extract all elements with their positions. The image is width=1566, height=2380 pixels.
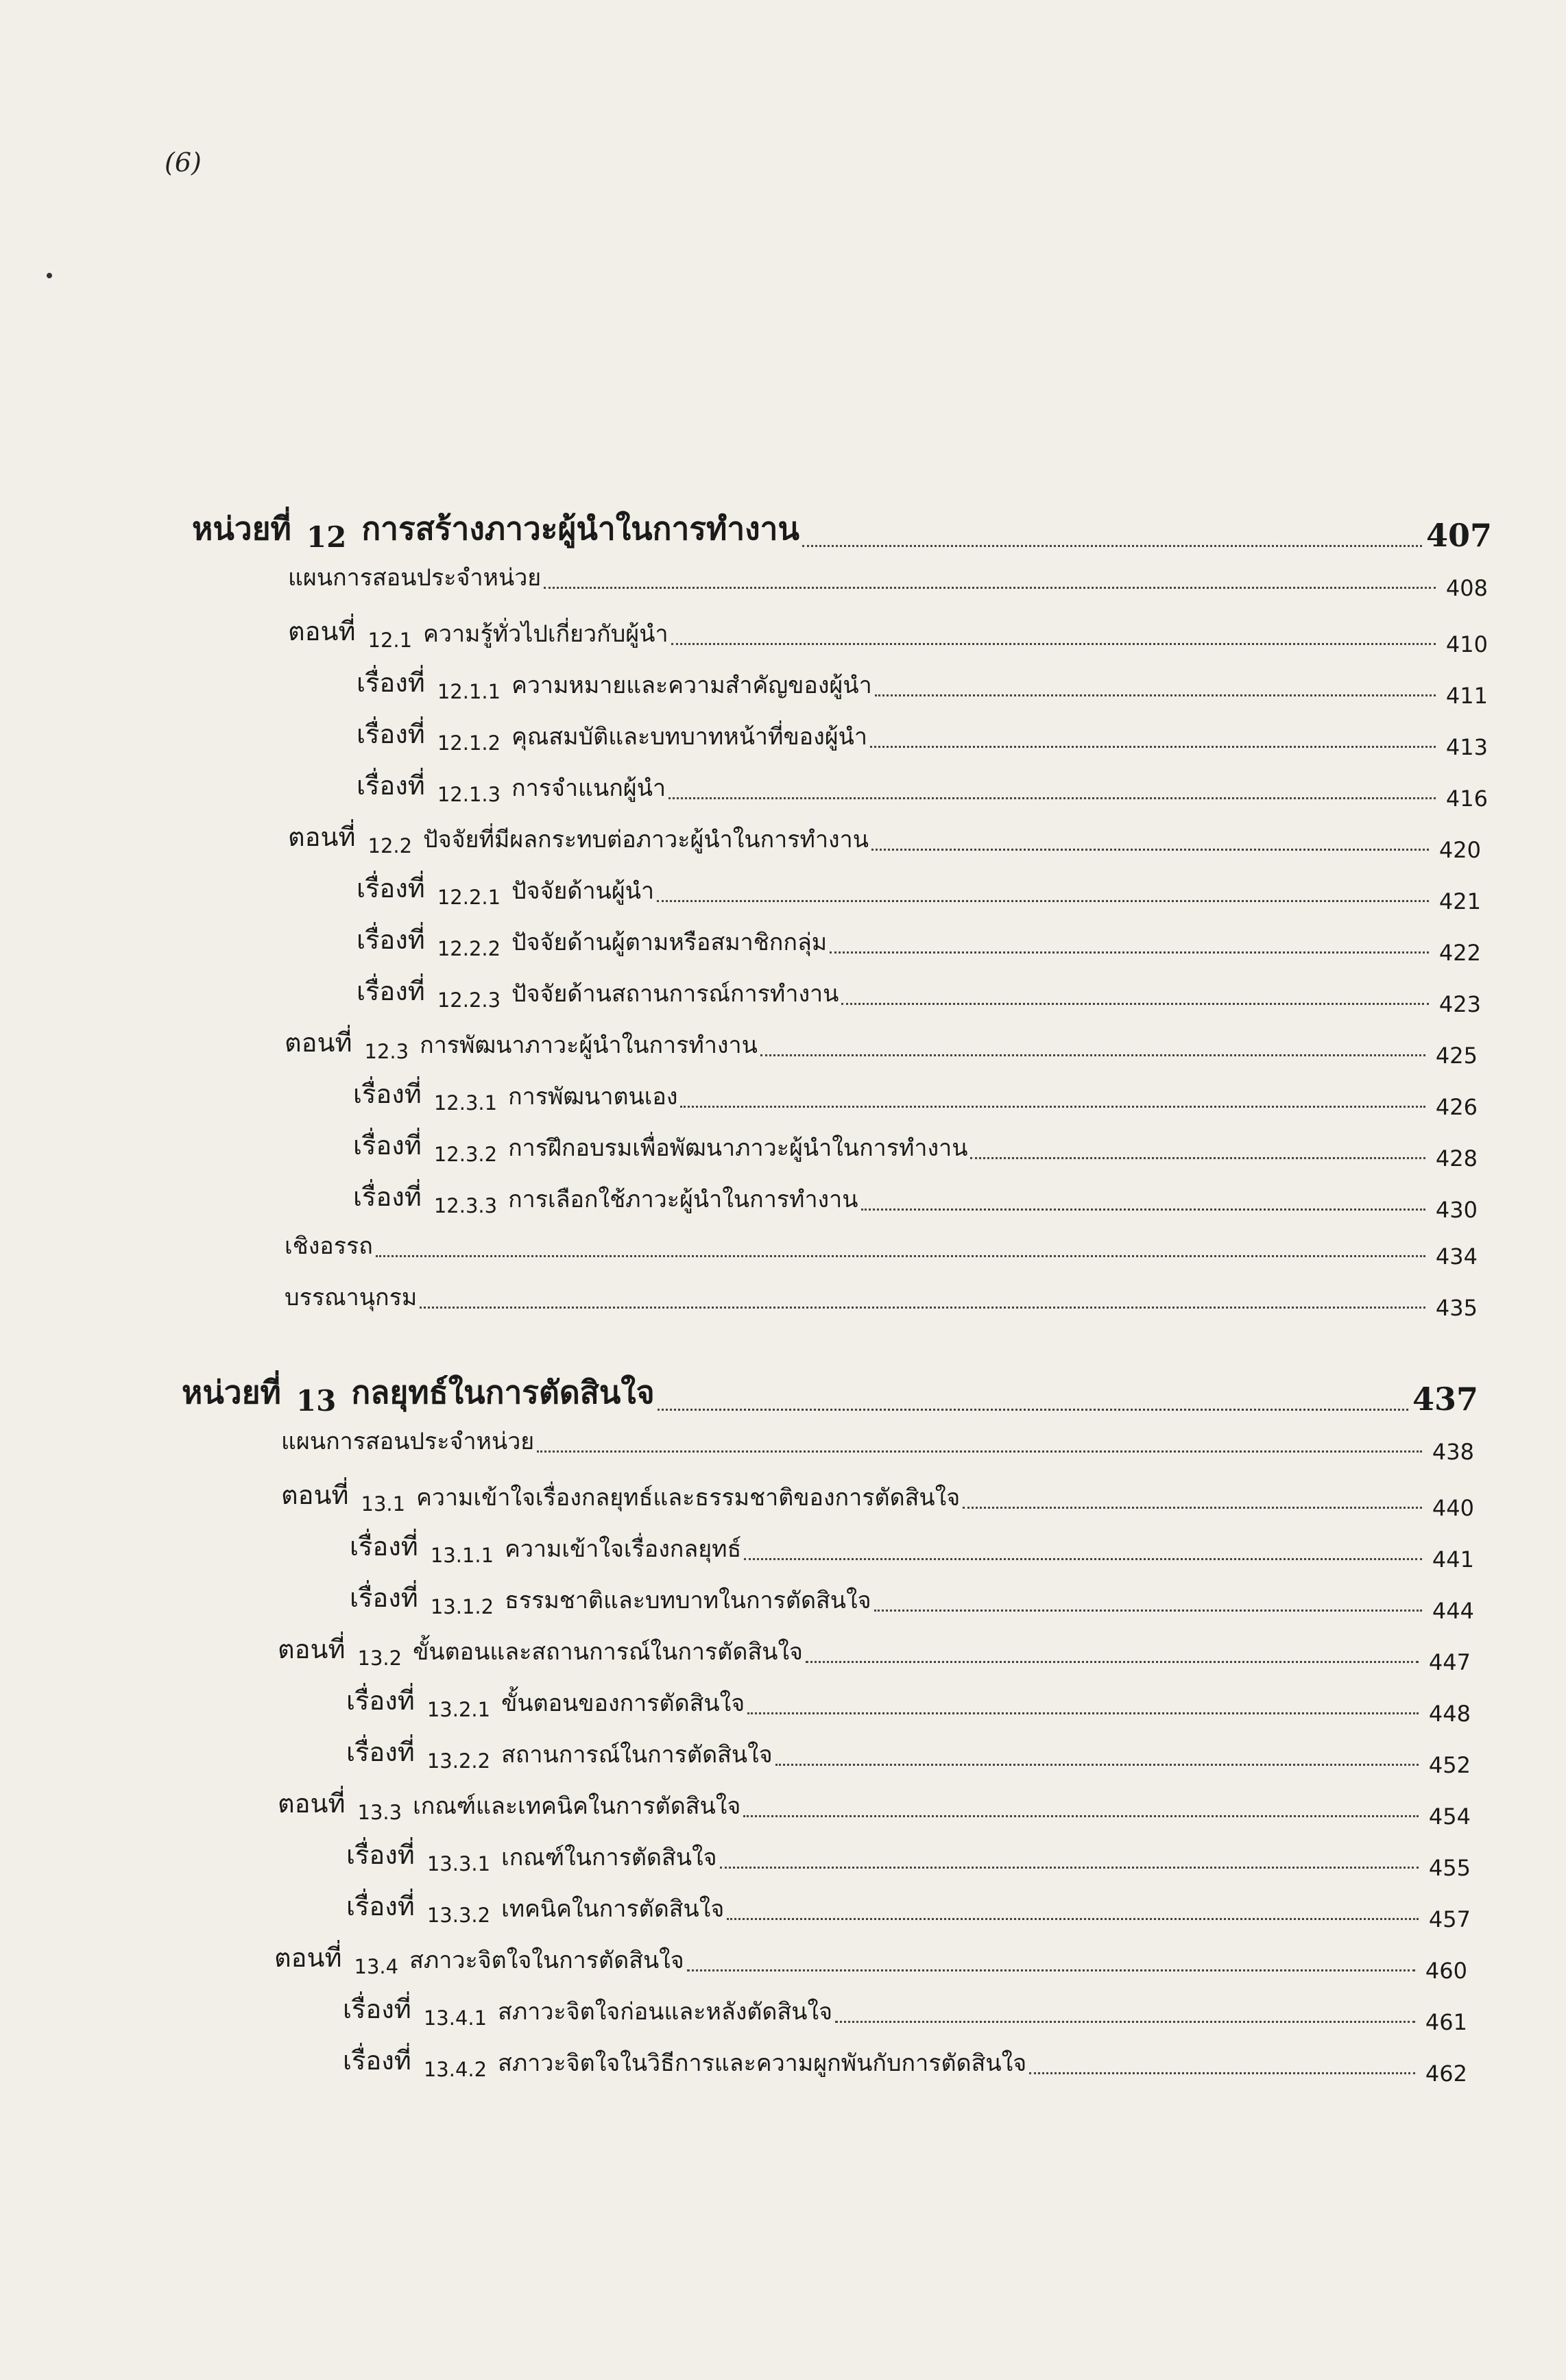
toc-topic-entry <box>343 1988 1467 2035</box>
entry-number: 12.1.1 <box>437 680 501 703</box>
entry-keyword: เรื่องที่ <box>357 770 425 801</box>
entry-title: สภาวะจิตใจในวิธีการและความผูกพันกับการตัดสินใจ <box>498 2050 1027 2077</box>
toc-section-entry <box>278 1628 1471 1675</box>
toc-topic-entry <box>343 2039 1467 2087</box>
dot-leader <box>760 1054 1425 1056</box>
dot-leader <box>802 545 1422 547</box>
entry-keyword: ตอนที่ <box>281 1480 349 1510</box>
entry-number: 13.4.1 <box>423 2006 487 2030</box>
toc-topic-entry <box>357 867 1481 914</box>
dot-leader <box>963 1507 1422 1509</box>
entry-title: แผนการสอนประจำหน่วย <box>288 564 542 592</box>
dot-leader <box>875 694 1436 696</box>
toc-topic-entry <box>357 919 1481 966</box>
entry-number: 13.1 <box>361 1492 406 1516</box>
entry-title: การพัฒนาภาวะผู้นำในการทำงาน <box>420 1032 758 1059</box>
dot-leader <box>1029 2072 1415 2074</box>
dot-leader <box>747 1712 1419 1714</box>
dot-leader <box>743 1815 1419 1817</box>
entry-keyword: เรื่องที่ <box>350 1583 418 1613</box>
entry-title: การฝึกอบรมเพื่อพัฒนาภาวะผู้นำในการทำงาน <box>508 1134 968 1162</box>
entry-number: 13.1.1 <box>430 1544 494 1567</box>
entry-page-number: 438 <box>1432 1439 1474 1465</box>
toc-topic-entry <box>353 1176 1478 1223</box>
entry-page-number: 460 <box>1425 1958 1467 1984</box>
toc-topic-entry <box>346 1731 1471 1778</box>
toc-section-entry <box>285 1021 1478 1069</box>
toc-topic-entry <box>346 1679 1471 1727</box>
dot-leader <box>871 849 1429 851</box>
unit-title: กลยุทธ์ในการตัดสินใจ <box>351 1374 655 1411</box>
unit-title: การสร้างภาวะผู้นำในการทำงาน <box>361 510 799 547</box>
entry-title: แผนการสอนประจำหน่วย <box>281 1428 535 1455</box>
dot-leader <box>727 1918 1419 1920</box>
entry-page-number: 434 <box>1435 1243 1478 1270</box>
entry-keyword: เรื่องที่ <box>357 668 425 698</box>
entry-keyword: ตอนที่ <box>278 1788 346 1819</box>
entry-title: เชิงอรรถ <box>285 1232 373 1260</box>
entry-number: 12.1.2 <box>437 731 501 755</box>
dot-leader <box>870 746 1436 748</box>
toc-topic-entry <box>357 713 1488 760</box>
toc-topic-entry <box>353 1124 1478 1171</box>
entry-number: 13.3.2 <box>426 1904 491 1927</box>
entry-number: 12.3.1 <box>433 1091 498 1115</box>
entry-keyword: เรื่องที่ <box>357 925 425 955</box>
entry-page-number: 462 <box>1425 2061 1467 2087</box>
entry-keyword: เรื่องที่ <box>346 1891 415 1921</box>
entry-title: เทคนิคในการตัดสินใจ <box>501 1895 725 1923</box>
entry-keyword: เรื่องที่ <box>357 976 425 1006</box>
toc-topic-entry <box>357 764 1488 812</box>
entry-page-number: 441 <box>1432 1546 1474 1572</box>
entry-page-number: 428 <box>1435 1145 1478 1171</box>
toc-topic-entry <box>346 1885 1471 1932</box>
entry-keyword: เรื่องที่ <box>353 1182 422 1212</box>
entry-number: 13.1.2 <box>430 1595 494 1618</box>
entry-number: 13.4 <box>354 1955 399 1978</box>
entry-title: ขั้นตอนและสถานการณ์ในการตัดสินใจ <box>413 1638 803 1666</box>
entry-title: การจำแนกผู้นำ <box>511 775 666 802</box>
dot-leader <box>537 1450 1422 1453</box>
entry-page-number: 440 <box>1432 1495 1474 1521</box>
entry-keyword: เรื่องที่ <box>346 1840 415 1870</box>
dot-leader <box>420 1307 1425 1309</box>
entry-keyword: ตอนที่ <box>288 616 356 646</box>
toc-topic-entry <box>353 1073 1478 1120</box>
paper-speck <box>47 273 52 278</box>
entry-title: คุณสมบัติและบทบาทหน้าที่ของผู้นำ <box>511 723 867 751</box>
entry-number: 13.3.1 <box>426 1852 491 1875</box>
dot-leader <box>970 1157 1425 1159</box>
entry-keyword: ตอนที่ <box>285 1028 352 1058</box>
entry-page-number: 455 <box>1428 1855 1471 1881</box>
dot-leader <box>806 1661 1419 1663</box>
entry-number: 12.1 <box>368 629 413 652</box>
toc-entry <box>285 1227 1478 1270</box>
page-number: (6) <box>165 147 202 178</box>
unit-page-number: 407 <box>1426 517 1493 554</box>
entry-keyword: เรื่องที่ <box>346 1686 415 1716</box>
entry-keyword: เรื่องที่ <box>343 1994 411 2024</box>
dot-leader <box>657 900 1429 902</box>
entry-number: 12.3.2 <box>433 1143 498 1166</box>
dot-leader <box>668 797 1436 799</box>
entry-keyword: ตอนที่ <box>288 822 356 852</box>
entry-title: ปัจจัยด้านผู้ตามหรือสมาชิกกลุ่ม <box>511 929 828 956</box>
entry-page-number: 411 <box>1445 683 1488 709</box>
entry-page-number: 413 <box>1445 734 1488 760</box>
toc-topic-entry <box>350 1525 1474 1572</box>
entry-number: 12.3.3 <box>433 1194 498 1217</box>
unit-page-number: 437 <box>1412 1381 1479 1418</box>
dot-leader <box>544 587 1436 589</box>
toc-entry <box>281 1422 1474 1465</box>
entry-page-number: 457 <box>1428 1906 1471 1932</box>
entry-keyword: เรื่องที่ <box>353 1079 422 1109</box>
entry-title: ความเข้าใจเรื่องกลยุทธ์ <box>505 1535 742 1563</box>
unit-number: 12 <box>306 520 347 554</box>
toc-topic-entry <box>357 661 1488 709</box>
entry-title: ความเข้าใจเรื่องกลยุทธ์และธรรมชาติของการตัดสินใจ <box>416 1484 961 1511</box>
entry-page-number: 461 <box>1425 2009 1467 2035</box>
entry-page-number: 452 <box>1428 1752 1471 1778</box>
dot-leader <box>671 643 1436 645</box>
dot-leader <box>874 1610 1422 1612</box>
entry-title: ปัจจัยด้านสถานการณ์การทำงาน <box>511 980 839 1008</box>
entry-title: ขั้นตอนของการตัดสินใจ <box>501 1690 745 1717</box>
dot-leader <box>744 1558 1422 1560</box>
entry-page-number: 430 <box>1435 1197 1478 1223</box>
entry-page-number: 435 <box>1435 1295 1478 1321</box>
entry-title: สภาวะจิตใจในการตัดสินใจ <box>409 1947 684 1974</box>
entry-number: 13.4.2 <box>423 2058 487 2081</box>
entry-title: ความรู้ทั่วไปเกี่ยวกับผู้นำ <box>423 620 668 648</box>
dot-leader <box>687 1969 1415 1971</box>
entry-title: เกณฑ์ในการตัดสินใจ <box>501 1844 717 1871</box>
entry-number: 12.3 <box>364 1040 409 1063</box>
entry-page-number: 421 <box>1438 888 1481 914</box>
dot-leader <box>830 951 1429 954</box>
entry-number: 12.2.3 <box>437 988 501 1012</box>
entry-page-number: 416 <box>1445 786 1488 812</box>
entry-page-number: 423 <box>1438 991 1481 1017</box>
entry-keyword: เรื่องที่ <box>343 2045 411 2076</box>
entry-title: สภาวะจิตใจก่อนและหลังตัดสินใจ <box>498 1998 832 2026</box>
entry-number: 12.2.1 <box>437 886 501 909</box>
entry-page-number: 425 <box>1435 1043 1478 1069</box>
entry-keyword: ตอนที่ <box>274 1943 342 1973</box>
entry-page-number: 426 <box>1435 1094 1478 1120</box>
entry-keyword: ตอนที่ <box>278 1634 346 1664</box>
dot-leader <box>720 1867 1419 1869</box>
dot-leader <box>841 1003 1429 1005</box>
entry-page-number: 420 <box>1438 837 1481 863</box>
entry-number: 12.2.2 <box>437 937 501 960</box>
dot-leader <box>658 1409 1408 1411</box>
toc-section-entry <box>288 610 1488 657</box>
dot-leader <box>376 1255 1425 1257</box>
entry-page-number: 422 <box>1438 940 1481 966</box>
entry-title: เกณฑ์และเทคนิคในการตัดสินใจ <box>413 1793 741 1820</box>
entry-title: ธรรมชาติและบทบาทในการตัดสินใจ <box>505 1587 871 1614</box>
toc-topic-entry <box>350 1577 1474 1624</box>
entry-number: 12.2 <box>368 834 413 858</box>
entry-keyword: เรื่องที่ <box>357 873 425 903</box>
dot-leader <box>861 1209 1426 1211</box>
entry-number: 13.2.2 <box>426 1749 491 1773</box>
entry-title: การพัฒนาตนเอง <box>508 1083 678 1110</box>
entry-title: ปัจจัยที่มีผลกระทบต่อภาวะผู้นำในการทำงาน <box>423 826 869 853</box>
unit-keyword: หน่วยที่ <box>182 1374 281 1411</box>
entry-page-number: 448 <box>1428 1701 1471 1727</box>
entry-keyword: เรื่องที่ <box>357 719 425 749</box>
entry-keyword: เรื่องที่ <box>346 1737 415 1767</box>
entry-keyword: เรื่องที่ <box>353 1130 422 1161</box>
toc-section-entry <box>274 1936 1467 1984</box>
toc-topic-entry <box>346 1834 1471 1881</box>
entry-page-number: 444 <box>1432 1598 1474 1624</box>
dot-leader <box>680 1106 1425 1108</box>
dot-leader <box>835 2021 1415 2023</box>
entry-number: 13.2 <box>357 1647 402 1670</box>
entry-title: ความหมายและความสำคัญของผู้นำ <box>511 672 872 699</box>
entry-page-number: 447 <box>1428 1649 1471 1675</box>
toc-section-entry <box>288 816 1481 863</box>
entry-title: การเลือกใช้ภาวะผู้นำในการทำงาน <box>508 1186 858 1213</box>
toc-section-entry <box>278 1782 1471 1830</box>
toc-section-entry <box>281 1474 1474 1521</box>
entry-number: 12.1.3 <box>437 783 501 806</box>
entry-number: 13.3 <box>357 1801 402 1824</box>
toc-entry <box>288 559 1488 601</box>
entry-page-number: 410 <box>1445 631 1488 657</box>
entry-number: 13.2.1 <box>426 1698 491 1721</box>
entry-title: สถานการณ์ในการตัดสินใจ <box>501 1741 773 1769</box>
entry-keyword: เรื่องที่ <box>350 1531 418 1562</box>
unit-number: 13 <box>296 1384 337 1418</box>
entry-page-number: 454 <box>1428 1804 1471 1830</box>
unit-heading <box>182 1368 1479 1418</box>
toc-topic-entry <box>357 970 1481 1017</box>
unit-heading <box>192 504 1493 554</box>
dot-leader <box>775 1764 1419 1766</box>
toc-entry <box>285 1278 1478 1321</box>
entry-title: ปัจจัยด้านผู้นำ <box>511 877 655 905</box>
entry-title: บรรณานุกรม <box>285 1284 418 1311</box>
entry-page-number: 408 <box>1445 575 1488 601</box>
unit-keyword: หน่วยที่ <box>192 510 291 547</box>
